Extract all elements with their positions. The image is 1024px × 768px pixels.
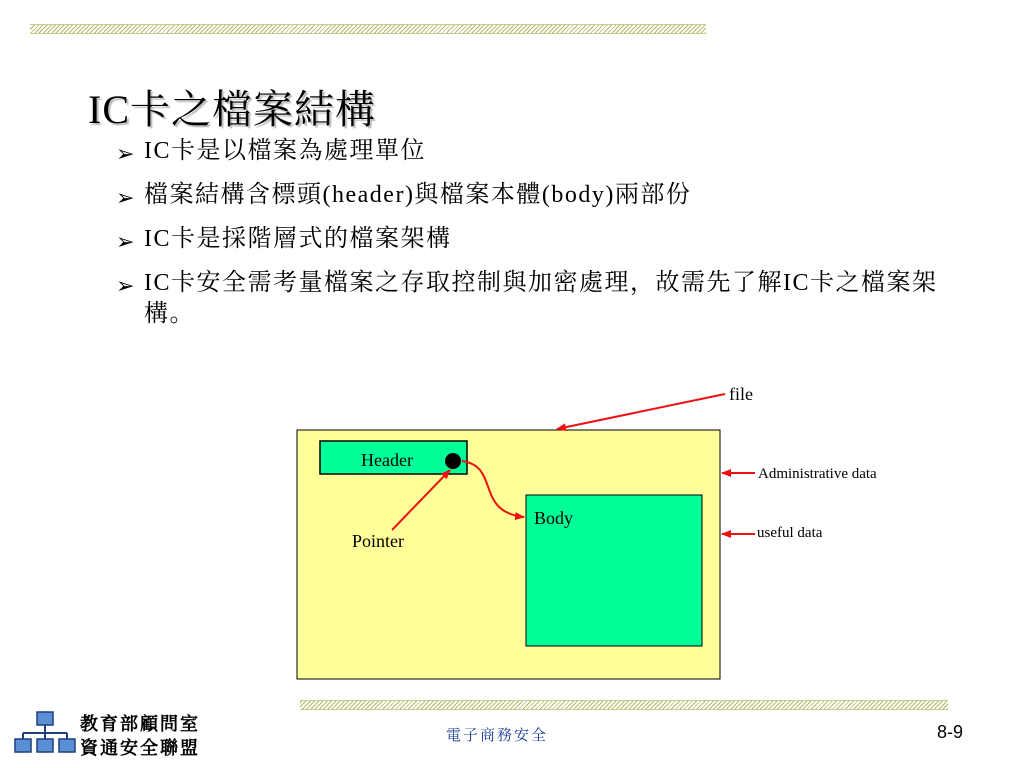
arrow-bullet-icon: ➢ bbox=[116, 274, 136, 299]
file-arrow bbox=[557, 394, 725, 429]
bottom-decoration-bar bbox=[300, 700, 948, 710]
org-name-line2: 資通安全聯盟 bbox=[80, 738, 200, 759]
useful-label: useful data bbox=[757, 525, 823, 541]
admin-label: Administrative data bbox=[758, 466, 877, 482]
arrow-bullet-icon: ➢ bbox=[116, 186, 136, 211]
org-name-line1: 教育部顧問室 bbox=[80, 714, 200, 735]
bullet-text: IC卡是以檔案為處理單位 bbox=[144, 138, 426, 164]
pointer-dot bbox=[445, 453, 461, 469]
body-label: Body bbox=[534, 508, 574, 528]
file-label: file bbox=[729, 384, 753, 404]
pointer-label: Pointer bbox=[352, 531, 404, 551]
bullet-text: 檔案結構含標頭(header)與檔案本體(body)兩部份 bbox=[144, 182, 692, 208]
network-logo-icon bbox=[14, 710, 76, 756]
page-number: 8-9 bbox=[937, 722, 964, 742]
slide-title: IC卡之檔案結構 bbox=[88, 87, 376, 132]
footer-course-title: 電子商務安全 bbox=[446, 728, 549, 744]
arrow-bullet-icon: ➢ bbox=[116, 230, 136, 255]
arrow-bullet-icon: ➢ bbox=[116, 142, 136, 167]
bullet-text: IC卡安全需考量檔案之存取控制與加密處理，故需先了解IC卡之檔案架構。 bbox=[144, 270, 938, 327]
org-name bbox=[80, 713, 200, 761]
header-label: Header bbox=[361, 450, 413, 470]
bullet-text: IC卡是採階層式的檔案架構 bbox=[144, 226, 452, 252]
